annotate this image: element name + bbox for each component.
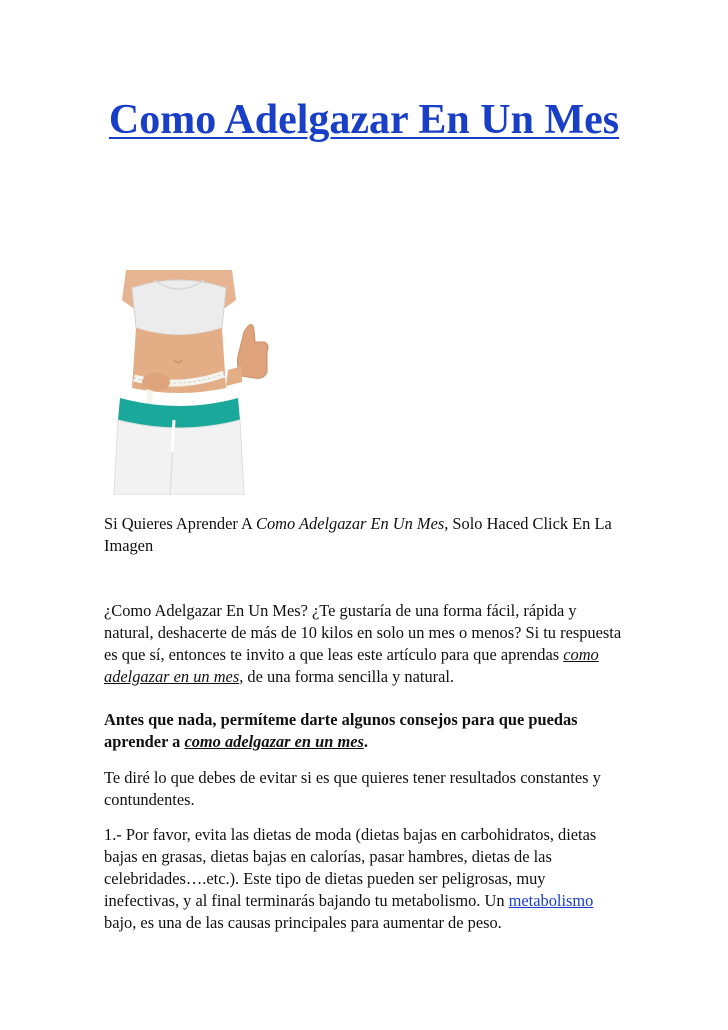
caption-text-end: , Solo Haced Click En La Imagen xyxy=(104,514,612,555)
caption-text: Si Quieres Aprender A xyxy=(104,514,257,533)
intro-text-end: , de una forma sencilla y natural. xyxy=(239,667,455,686)
caption-emphasis: Como Adelgazar En Un Mes xyxy=(256,514,445,533)
tip-1-text: 1.- Por favor, evita las dietas de moda (dietas bajas en carbohidratos, dietas bajas en grasas, dietas bajas en calorías, pasar hambres, dietas de las celebridades….etc.). Este tipo de dietas pueden ser peligrosas, muy inefectivas, y al final terminarás bajando tu metabolismo. Un xyxy=(104,825,597,910)
hero-image-woman-measuring-waist[interactable] xyxy=(104,270,274,495)
intro-emphasis: como adelgazar en un mes xyxy=(104,645,599,686)
intro-paragraph xyxy=(104,600,624,688)
advice-heading-paragraph xyxy=(104,709,624,753)
avoid-paragraph: Te diré lo que debes de evitar si es que quieres tener resultados constantes y contundentes. xyxy=(104,768,601,809)
tip-1-paragraph xyxy=(104,824,624,934)
advice-text-end: . xyxy=(363,732,368,751)
advice-emphasis: como adelgazar en un mes xyxy=(184,732,364,751)
image-caption xyxy=(104,513,624,557)
page-title[interactable]: Como Adelgazar En Un Mes xyxy=(108,97,620,143)
intro-text: ¿Como Adelgazar En Un Mes? ¿Te gustaría de una forma fácil, rápida y natural, deshacerte de más de 10 kilos en solo un mes o menos? Si tu respuesta es que sí, entonces te invito a que leas este artículo para que aprendas xyxy=(104,601,622,664)
advice-text: Antes que nada, permíteme darte algunos consejos para que puedas aprender a xyxy=(104,710,578,751)
metabolismo-link[interactable]: metabolismo xyxy=(508,891,594,910)
tip-1-text-end: bajo, es una de las causas principales para aumentar de peso. xyxy=(104,913,502,932)
